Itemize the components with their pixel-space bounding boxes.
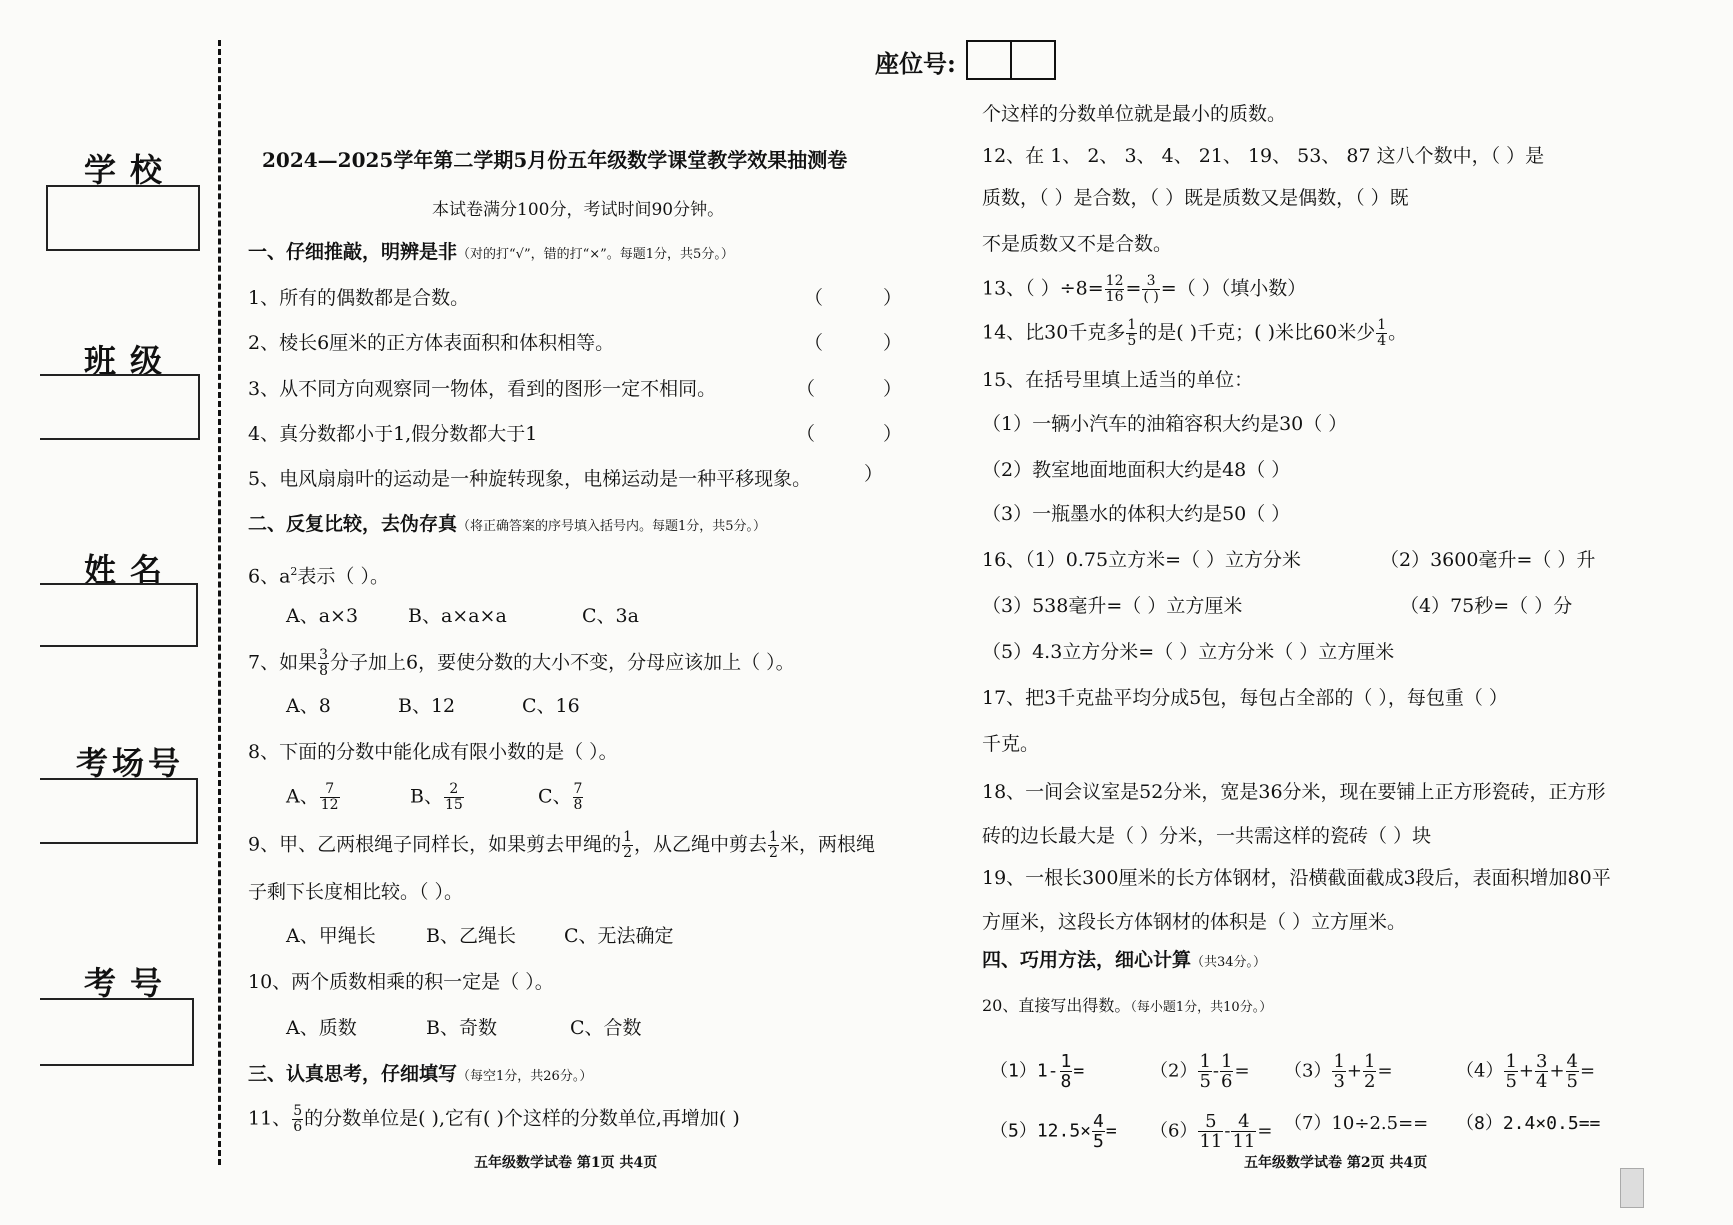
question-15-item-1: （1）一辆小汽车的油箱容积大约是30（ ）	[982, 413, 1348, 435]
q7-option-b[interactable]: B、12	[398, 695, 456, 717]
question-19-line-2: 方厘米，这段长方体钢材的体积是（ ）立方厘米。	[982, 911, 1407, 933]
class-label: 班级	[83, 342, 176, 380]
question-10: 10、两个质数相乘的积一定是（ ）。	[248, 971, 554, 993]
question-11-line-2: 个这样的分数单位就是最小的质数。	[982, 103, 1287, 125]
q6-option-b[interactable]: B、a×a×a	[408, 605, 507, 627]
q10-option-a[interactable]: A、质数	[286, 1017, 357, 1039]
question-4: 4、真分数都小于1,假分数都大于1	[248, 423, 538, 445]
q7-option-a[interactable]: A、8	[286, 695, 331, 717]
question-15-item-2: （2）教室地面地面积大约是48（ ）	[982, 459, 1291, 481]
question-16-1: 16、（1）0.75立方米=（ ）立方分米	[982, 549, 1302, 571]
question-16-4: （4）75秒=（ ）分	[1400, 595, 1573, 617]
question-8: 8、下面的分数中能化成有限小数的是（ ）。	[248, 741, 618, 763]
question-13: 13、（ ）÷8= $\frac{12}{16}$ = $\frac{3}{( )}$ =（ ）（填小数）	[982, 273, 1307, 305]
section-3-heading: 三、认真思考，仔细填写（每空1分，共26分。）	[248, 1063, 593, 1085]
question-1: 1、所有的偶数都是合数。	[248, 287, 470, 309]
seat-number-box-2[interactable]	[1010, 40, 1056, 80]
exam-number-box[interactable]	[40, 998, 194, 1066]
calc-6: （6） $\frac{5}{11}$ - $\frac{4}{11}$ =	[1150, 1111, 1273, 1152]
question-18-line-2: 砖的边长最大是（ ）分米，一共需这样的瓷砖（ ）块	[982, 825, 1432, 847]
q9-option-b[interactable]: B、乙绳长	[426, 925, 516, 947]
calc-2: （2） $\frac{1}{5}$ - $\frac{1}{6}$ =	[1150, 1051, 1250, 1092]
exam-subtitle: 本试卷满分100分，考试时间90分钟。	[432, 200, 725, 220]
question-7: 7、如果 $\frac{3}{8}$ 分子加上6，要使分数的大小不变，分母应该加上（ ）。	[248, 647, 795, 679]
section-2-heading: 二、反复比较，去伪存真（将正确答案的序号填入括号内。每题1分，共5分。）	[248, 513, 767, 535]
question-18: 18、一间会议室是52分米，宽是36分米，现在要铺上正方形瓷砖，正方形	[982, 781, 1606, 803]
question-16-3: （3）538毫升=（ ）立方厘米	[982, 595, 1243, 617]
section-1-heading: 一、仔细推敲，明辨是非（对的打“√”，错的打“×”。每题1分，共5分。）	[248, 241, 734, 263]
q5-answer-paren-close[interactable]: ）	[864, 463, 884, 485]
footer-page-1: 五年级数学试卷 第1页 共4页	[474, 1155, 658, 1171]
exam-number-label: 考号	[83, 964, 176, 1002]
question-14: 14、比30千克多 $\frac{1}{5}$ 的是( )千克；( )米比60米少 $\frac{1}{4}$ 。	[982, 317, 1408, 349]
question-20: 20、直接写出得数。（每小题1分，共10分。）	[982, 996, 1273, 1015]
scan-corner-mark	[1620, 1168, 1644, 1208]
calc-5: （5）12.5× $\frac{4}{5}$ =	[990, 1111, 1117, 1152]
footer-page-2: 五年级数学试卷 第2页 共4页	[1244, 1155, 1428, 1171]
calc-4: （4） $\frac{1}{5}$ + $\frac{3}{4}$ + $\frac{4}{5}$ =	[1456, 1051, 1596, 1092]
exam-room-box[interactable]	[40, 778, 198, 844]
name-box[interactable]	[40, 583, 198, 647]
question-5: 5、电风扇扇叶的运动是一种旋转现象，电梯运动是一种平移现象。	[248, 468, 812, 490]
question-12-line-3: 不是质数又不是合数。	[982, 233, 1173, 255]
q10-option-b[interactable]: B、奇数	[426, 1017, 497, 1039]
q6-option-c[interactable]: C、3a	[582, 605, 639, 627]
binding-cut-line	[218, 40, 221, 1165]
question-9: 9、甲、乙两根绳子同样长，如果剪去甲绳的 $\frac{1}{2}$ ，从乙绳中剪去 $\frac{1}{2}$ 米，两根绳	[248, 829, 875, 861]
question-15-item-3: （3）一瓶墨水的体积大约是50（ ）	[982, 503, 1291, 525]
q1-answer-paren[interactable]: （ ）	[804, 287, 903, 309]
calc-1: （1）1- $\frac{1}{8}$ =	[990, 1051, 1085, 1092]
calc-8: （8）2.4×0.5==	[1456, 1113, 1601, 1134]
section-4-heading: 四、巧用方法，细心计算（共34分。）	[982, 949, 1267, 971]
q7-option-c[interactable]: C、16	[522, 695, 580, 717]
q4-answer-paren[interactable]: （ ）	[796, 423, 903, 445]
q8-option-b[interactable]: B、 $\frac{2}{15}$	[410, 781, 463, 813]
school-label: 学校	[83, 151, 176, 189]
question-3: 3、从不同方向观察同一物体，看到的图形一定不相同。	[248, 378, 717, 400]
q3-answer-paren[interactable]: （ ）	[796, 378, 903, 400]
q6-option-a[interactable]: A、a×3	[286, 605, 359, 627]
q9-option-a[interactable]: A、甲绳长	[286, 925, 376, 947]
seat-number-label: 座位号:	[875, 49, 956, 78]
q8-option-a[interactable]: A、 $\frac{7}{12}$	[286, 781, 339, 813]
exam-title: 2024—2025学年第二学期5月份五年级数学课堂教学效果抽测卷	[262, 148, 848, 172]
calc-3: （3） $\frac{1}{3}$ + $\frac{1}{2}$ =	[1284, 1051, 1393, 1092]
question-15: 15、在括号里填上适当的单位：	[982, 369, 1254, 391]
school-box[interactable]	[46, 185, 200, 251]
question-6: 6、$a^2$表示（ ）。	[248, 565, 389, 588]
question-17-line-2: 千克。	[982, 733, 1040, 755]
name-label: 姓名	[83, 551, 176, 589]
question-9-line-2: 子剩下长度相比较。（ ）。	[248, 881, 464, 903]
exam-room-label: 考场号	[75, 744, 184, 782]
q2-answer-paren[interactable]: （ ）	[804, 332, 903, 354]
q8-option-c[interactable]: C、 $\frac{7}{8}$	[538, 781, 583, 813]
seat-number-box-1[interactable]	[966, 40, 1012, 80]
question-12-line-2: 质数，（ ）是合数，（ ）既是质数又是偶数，（ ）既	[982, 187, 1409, 209]
calc-7: （7）10÷2.5==	[1284, 1113, 1429, 1134]
class-box[interactable]	[40, 374, 200, 440]
q10-option-c[interactable]: C、合数	[570, 1017, 642, 1039]
question-11: 11、 $\frac{5}{6}$ 的分数单位是( ),它有( )个这样的分数单位,再增加( )	[248, 1103, 740, 1135]
question-12: 12、在 1、 2、 3、 4、 21、 19、 53、 87 这八个数中，（ ）是	[982, 145, 1545, 167]
question-16-2: （2）3600毫升=（ ）升	[1380, 549, 1596, 571]
question-2: 2、棱长6厘米的正方体表面积和体积相等。	[248, 332, 615, 354]
question-19: 19、一根长300厘米的长方体钢材，沿横截面截成3段后，表面积增加80平	[982, 867, 1611, 889]
question-17: 17、把3千克盐平均分成5包，每包占全部的（ ），每包重（ ）	[982, 687, 1508, 709]
question-16-5: （5）4.3立方分米=（ ）立方分米（ ）立方厘米	[982, 641, 1395, 663]
q9-option-c[interactable]: C、无法确定	[564, 925, 674, 947]
